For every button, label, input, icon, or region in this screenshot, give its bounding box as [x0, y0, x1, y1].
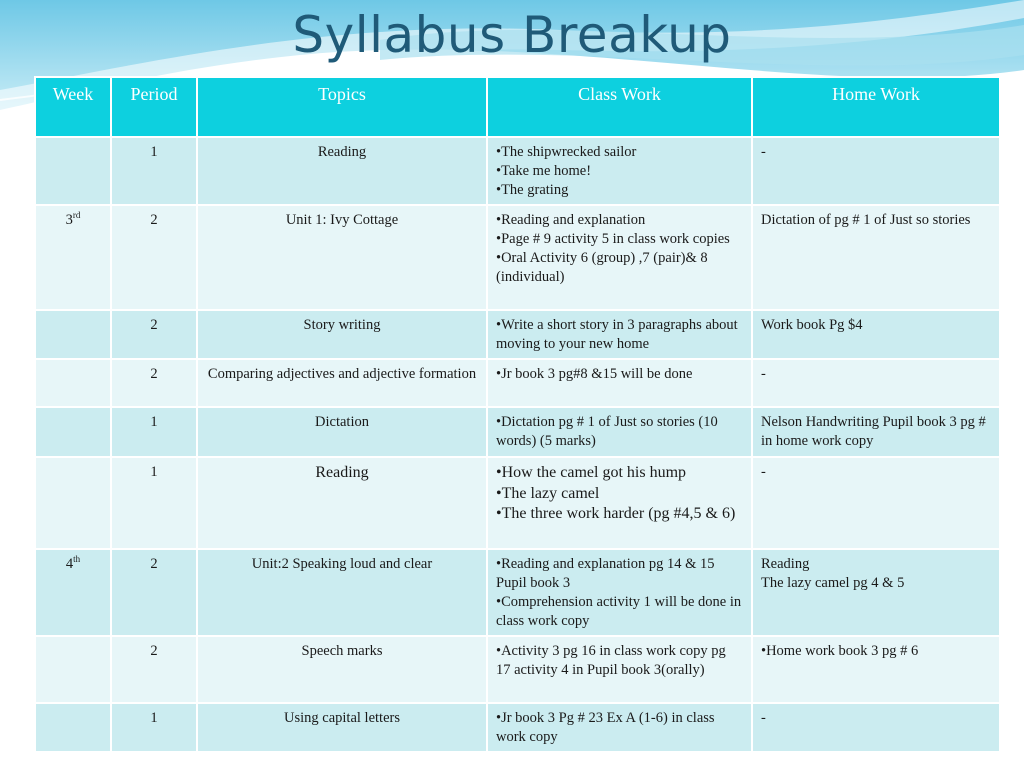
period-cell: 1 — [111, 457, 197, 549]
homework-cell: Reading The lazy camel pg 4 & 5 — [752, 549, 1000, 636]
topic-cell: Reading — [197, 137, 487, 205]
homework-cell: - — [752, 359, 1000, 407]
homework-cell: Work book Pg $4 — [752, 310, 1000, 359]
header-home-work: Home Work — [752, 77, 1000, 137]
header-class-work: Class Work — [487, 77, 752, 137]
homework-cell: - — [752, 703, 1000, 752]
period-cell: 2 — [111, 359, 197, 407]
week-cell — [35, 636, 111, 703]
table-row — [35, 407, 1000, 457]
classwork-cell: •Jr book 3 pg#8 &15 will be done — [487, 359, 752, 407]
table-row — [35, 310, 1000, 359]
topic-cell: Speech marks — [197, 636, 487, 703]
classwork-cell: •How the camel got his hump •The lazy camel •The three work harder (pg #4,5 & 6) — [487, 457, 752, 549]
homework-cell: - — [752, 137, 1000, 205]
week-cell — [35, 703, 111, 752]
header-week: Week — [35, 77, 111, 137]
topic-cell: Comparing adjectives and adjective formation — [197, 359, 487, 407]
classwork-cell: •Dictation pg # 1 of Just so stories (10 words) (5 marks) — [487, 407, 752, 457]
period-cell: 1 — [111, 137, 197, 205]
homework-cell: Nelson Handwriting Pupil book 3 pg # in home work copy — [752, 407, 1000, 457]
topic-cell: Unit 1: Ivy Cottage — [197, 205, 487, 310]
classwork-cell: •The shipwrecked sailor •Take me home! •The grating — [487, 137, 752, 205]
table-row — [35, 359, 1000, 407]
homework-cell: - — [752, 457, 1000, 549]
syllabus-table — [34, 76, 1001, 753]
week-cell — [35, 359, 111, 407]
table-row — [35, 205, 1000, 310]
table-row — [35, 549, 1000, 636]
table-row — [35, 137, 1000, 205]
classwork-cell: •Jr book 3 Pg # 23 Ex A (1-6) in class work copy — [487, 703, 752, 752]
period-cell: 2 — [111, 310, 197, 359]
classwork-cell: •Reading and explanation pg 14 & 15 Pupil book 3 •Comprehension activity 1 will be done in class work copy — [487, 549, 752, 636]
period-cell: 2 — [111, 549, 197, 636]
period-cell: 1 — [111, 703, 197, 752]
classwork-cell: •Reading and explanation •Page # 9 activity 5 in class work copies •Oral Activity 6 (group) ,7 (pair)& 8 (individual) — [487, 205, 752, 310]
period-cell: 2 — [111, 636, 197, 703]
topic-cell: Story writing — [197, 310, 487, 359]
period-cell: 2 — [111, 205, 197, 310]
homework-cell: •Home work book 3 pg # 6 — [752, 636, 1000, 703]
header-row — [35, 77, 1000, 137]
topic-cell: Using capital letters — [197, 703, 487, 752]
week-cell — [35, 457, 111, 549]
header-period: Period — [111, 77, 197, 137]
header-topics: Topics — [197, 77, 487, 137]
table-row — [35, 636, 1000, 703]
week-cell: 3rd — [35, 205, 111, 310]
topic-cell: Unit:2 Speaking loud and clear — [197, 549, 487, 636]
homework-cell: Dictation of pg # 1 of Just so stories — [752, 205, 1000, 310]
table-row — [35, 703, 1000, 752]
topic-cell: Reading — [197, 457, 487, 549]
week-cell — [35, 407, 111, 457]
classwork-cell: •Write a short story in 3 paragraphs about moving to your new home — [487, 310, 752, 359]
classwork-cell: •Activity 3 pg 16 in class work copy pg 17 activity 4 in Pupil book 3(orally) — [487, 636, 752, 703]
table-row — [35, 457, 1000, 549]
week-cell — [35, 137, 111, 205]
week-cell: 4th — [35, 549, 111, 636]
week-cell — [35, 310, 111, 359]
period-cell: 1 — [111, 407, 197, 457]
slide-title: Syllabus Breakup — [292, 6, 732, 64]
topic-cell: Dictation — [197, 407, 487, 457]
